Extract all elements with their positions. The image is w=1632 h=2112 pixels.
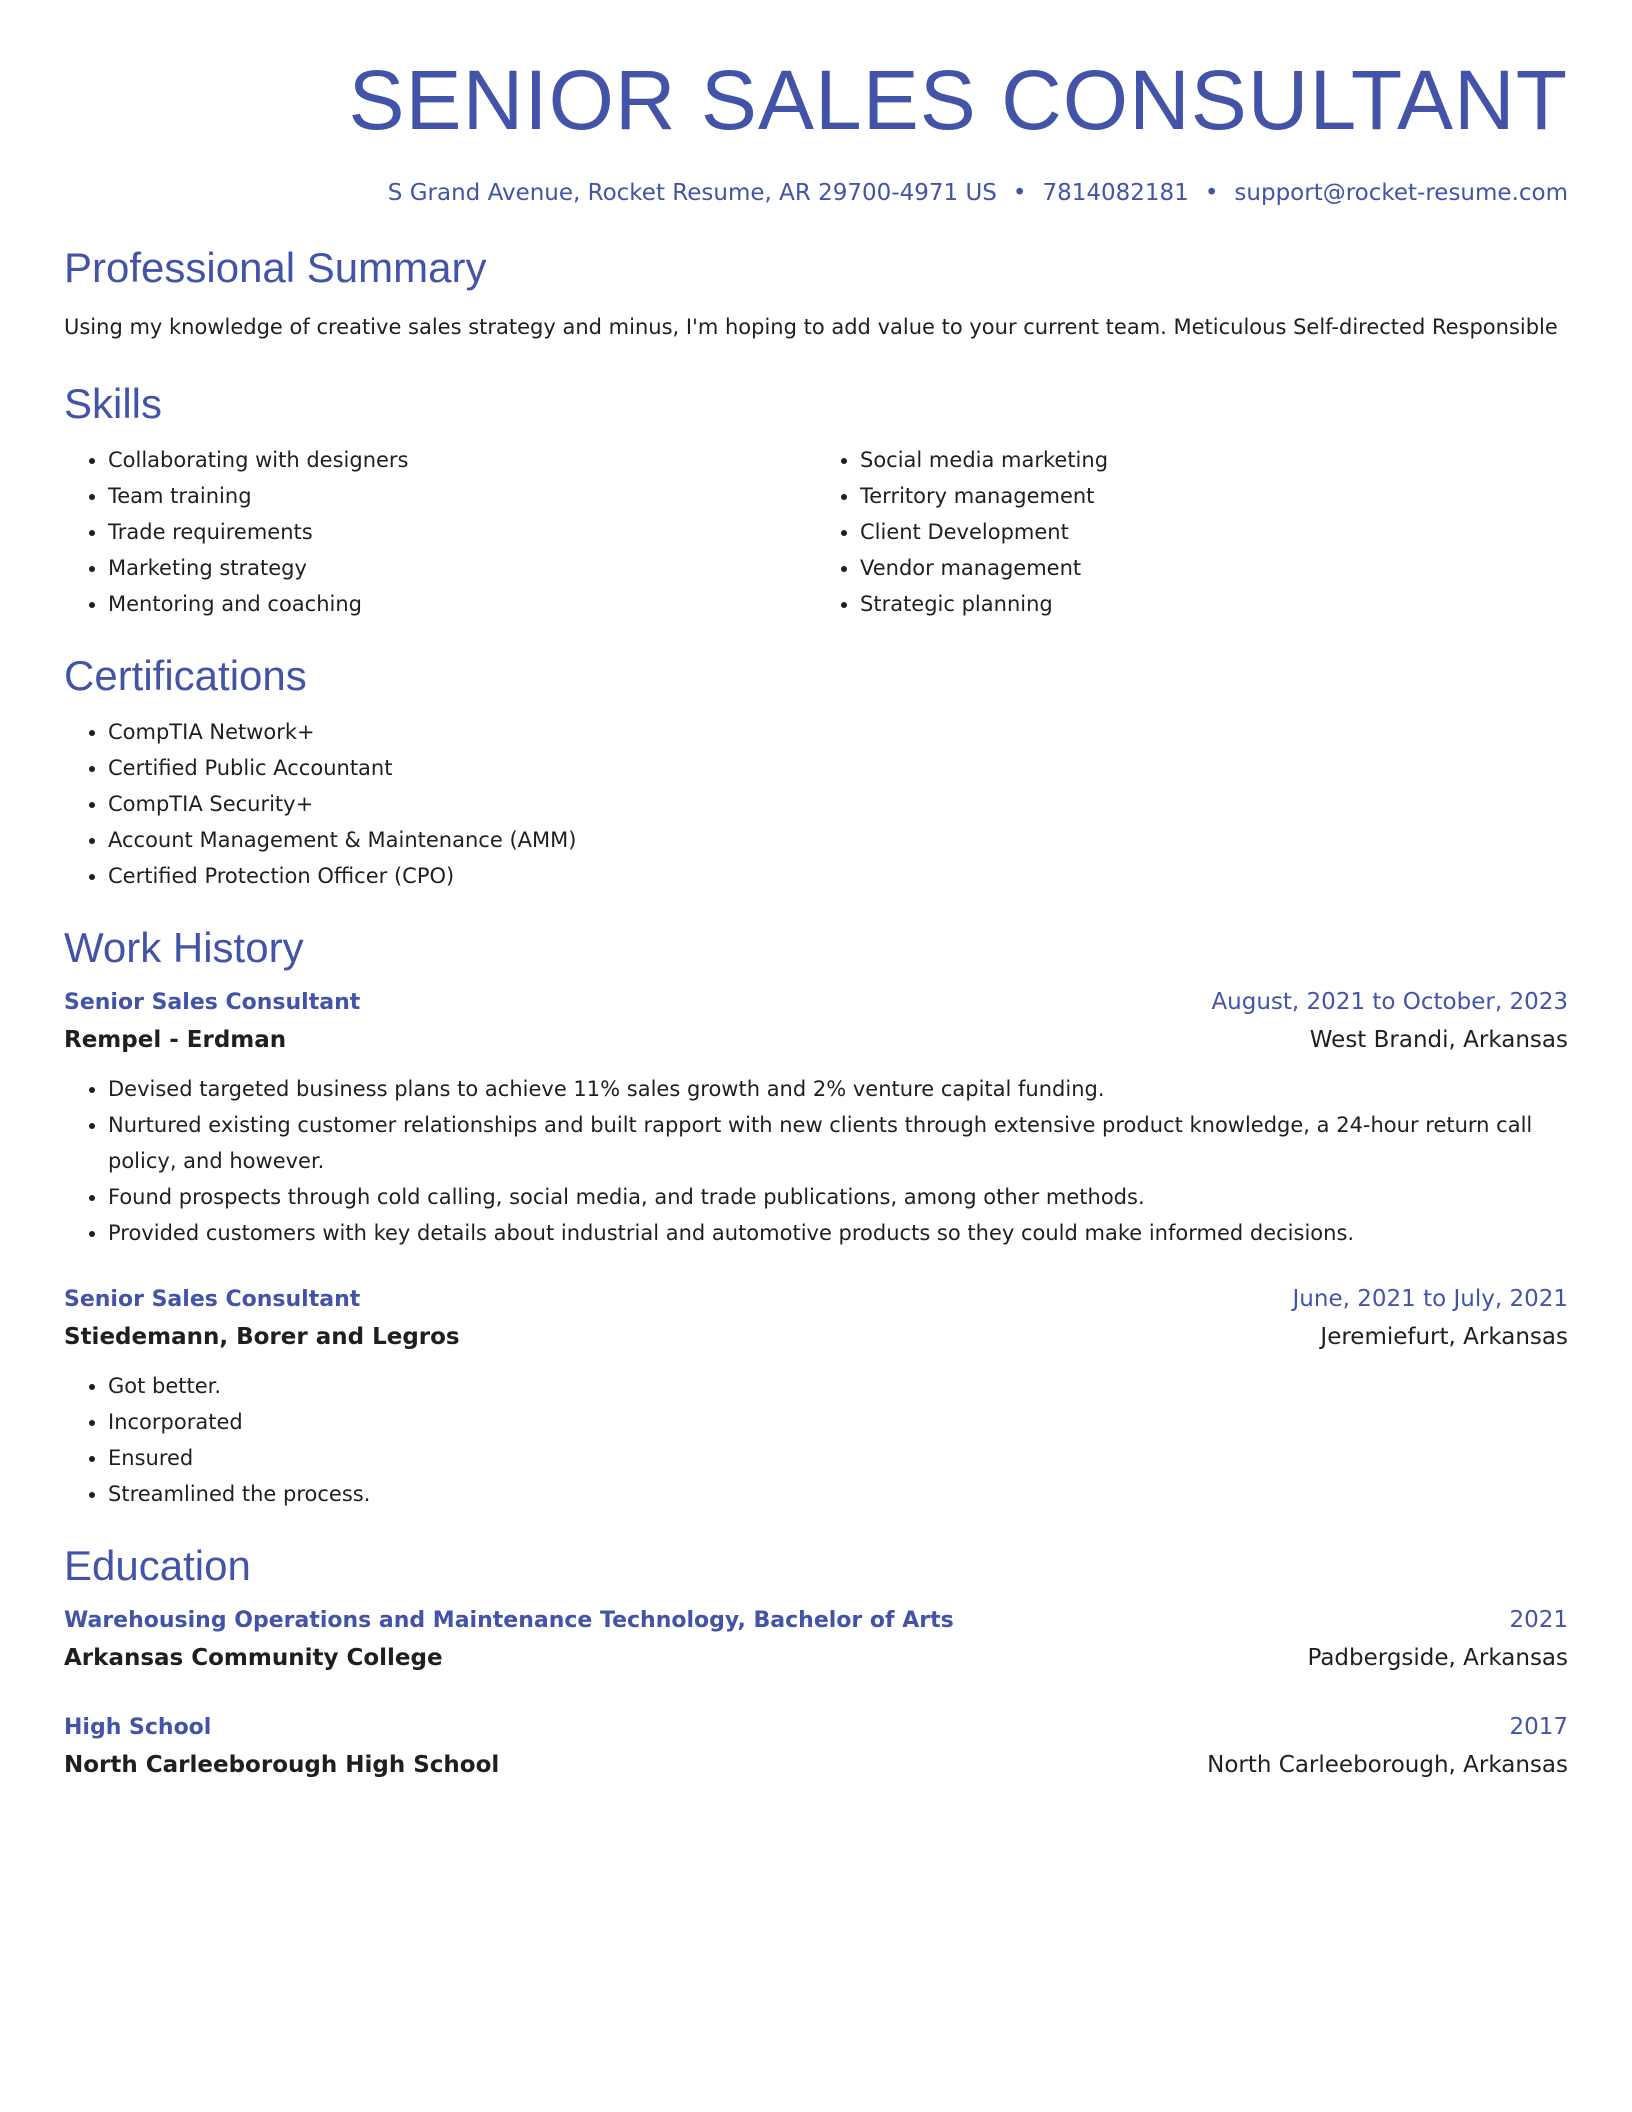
certifications-list	[64, 714, 1568, 894]
work-entry-company: Stiedemann, Borer and Legros	[64, 1324, 460, 1350]
summary-heading: Professional Summary	[64, 244, 487, 291]
contact-address: S Grand Avenue, Rocket Resume, AR 29700-4971 US	[387, 180, 997, 206]
skill-item: • Team training	[108, 478, 816, 514]
education-school: North Carleeborough High School	[64, 1752, 500, 1778]
work-entry-location: Jeremiefurt, Arkansas	[1320, 1324, 1568, 1350]
education-entry-header	[64, 1709, 1568, 1746]
work-entry-subheader	[64, 1021, 1568, 1059]
certifications-heading: Certifications	[64, 652, 307, 699]
skill-item: • Strategic planning	[860, 586, 1568, 622]
work-entry-title: Senior Sales Consultant	[64, 990, 361, 1015]
skill-item: • Trade requirements	[108, 514, 816, 550]
work-entry-company: Rempel - Erdman	[64, 1027, 287, 1053]
work-entry-header	[64, 1281, 1568, 1318]
education-entry-header	[64, 1602, 1568, 1639]
work-history-heading: Work History	[64, 924, 304, 971]
skills-heading: Skills	[64, 380, 163, 427]
education-entry-subheader	[64, 1746, 1568, 1784]
contact-phone: 7814082181	[1042, 180, 1189, 206]
skill-item: • Vendor management	[860, 550, 1568, 586]
education-school: Arkansas Community College	[64, 1645, 443, 1671]
education-heading: Education	[64, 1542, 251, 1589]
work-bullet: • Streamlined the process.	[108, 1476, 1568, 1512]
work-entry-location: West Brandi, Arkansas	[1309, 1027, 1568, 1053]
work-bullet: • Incorporated	[108, 1404, 1568, 1440]
work-entry	[64, 1281, 1568, 1512]
skill-item: • Social media marketing	[860, 442, 1568, 478]
contact-line	[64, 178, 1568, 208]
certification-item: • Account Management & Maintenance (AMM)	[108, 822, 1568, 858]
summary-text: Using my knowledge of creative sales strategy and minus, I'm hoping to add value to your current team. Meticulous Self-directed Responsible	[64, 315, 1558, 339]
skill-item: • Collaborating with designers	[108, 442, 816, 478]
skill-item: • Mentoring and coaching	[108, 586, 816, 622]
work-entry-dates: August, 2021 to October, 2023	[1211, 989, 1568, 1015]
work-bullet: • Ensured	[108, 1440, 1568, 1476]
skill-item: • Client Development	[860, 514, 1568, 550]
education-year: 2021	[1509, 1607, 1568, 1633]
resume-header	[64, 52, 1568, 208]
contact-email: support@rocket-resume.com	[1234, 180, 1568, 206]
skill-item: • Marketing strategy	[108, 550, 816, 586]
work-entry-header	[64, 984, 1568, 1021]
certification-item: • Certified Public Accountant	[108, 750, 1568, 786]
certification-item: • Certified Protection Officer (CPO)	[108, 858, 1568, 894]
education-location: Padbergside, Arkansas	[1307, 1645, 1568, 1671]
skills-list-left	[64, 442, 816, 622]
certification-item: • CompTIA Security+	[108, 786, 1568, 822]
contact-separator: •	[1204, 180, 1219, 206]
work-entry-dates: June, 2021 to July, 2021	[1292, 1286, 1568, 1312]
work-entry	[64, 984, 1568, 1251]
work-bullet: • Nurtured existing customer relationships and built rapport with new clients through extensive product knowledge, a 24-hour return call policy, and however.	[108, 1107, 1568, 1179]
education-degree: Warehousing Operations and Maintenance Technology, Bachelor of Arts	[64, 1608, 954, 1633]
education-entry	[64, 1602, 1568, 1677]
work-bullet: • Got better.	[108, 1368, 1568, 1404]
skill-item: • Territory management	[860, 478, 1568, 514]
skills-columns	[64, 442, 1568, 622]
work-bullet: • Devised targeted business plans to achieve 11% sales growth and 2% venture capital funding.	[108, 1071, 1568, 1107]
work-entry-subheader	[64, 1318, 1568, 1356]
work-entry-bullets	[64, 1368, 1568, 1512]
education-degree: High School	[64, 1715, 212, 1740]
work-entry-bullets	[64, 1071, 1568, 1251]
education-entry	[64, 1709, 1568, 1784]
skills-list-right	[816, 442, 1568, 622]
job-title-heading: SENIOR SALES CONSULTANT	[348, 53, 1568, 147]
contact-separator: •	[1012, 180, 1027, 206]
work-entry-title: Senior Sales Consultant	[64, 1287, 361, 1312]
education-location: North Carleeborough, Arkansas	[1207, 1752, 1568, 1778]
work-bullet: • Provided customers with key details about industrial and automotive products so they could make informed decisions.	[108, 1215, 1568, 1251]
education-year: 2017	[1509, 1714, 1568, 1740]
certification-item: • CompTIA Network+	[108, 714, 1568, 750]
work-bullet: • Found prospects through cold calling, social media, and trade publications, among other methods.	[108, 1179, 1568, 1215]
education-entry-subheader	[64, 1639, 1568, 1677]
